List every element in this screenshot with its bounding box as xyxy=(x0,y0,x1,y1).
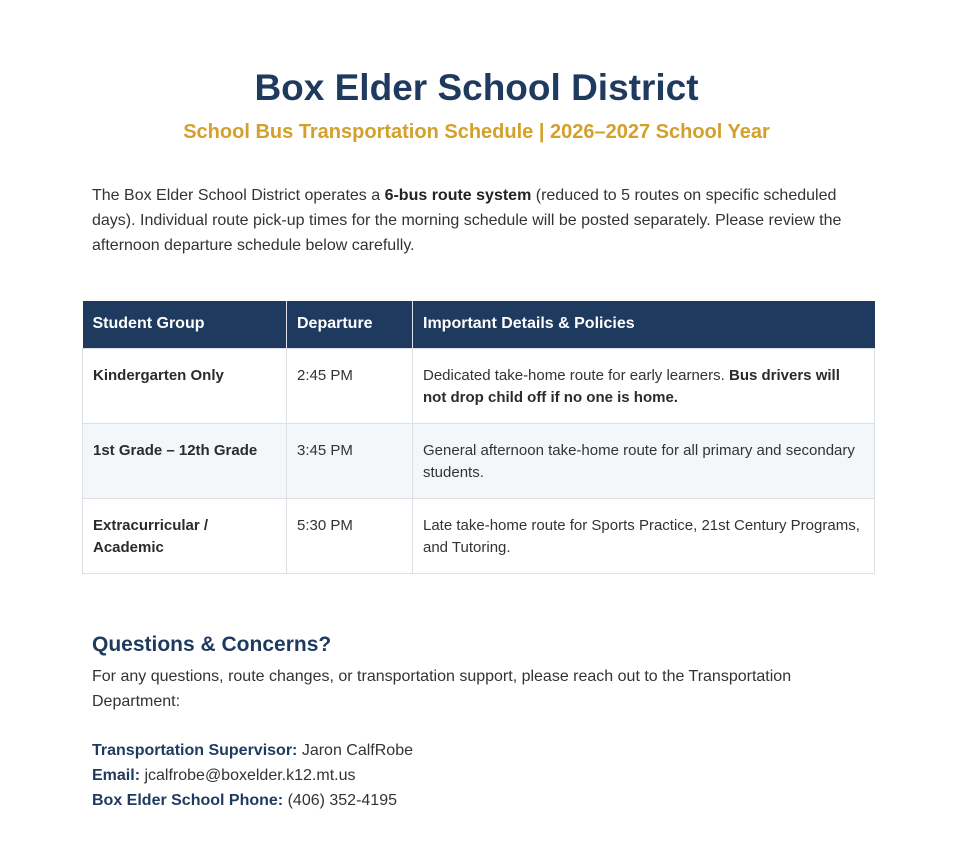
header-student-group: Student Group xyxy=(83,301,287,348)
row-group-extracurricular: Extracurricular / Academic xyxy=(83,498,287,573)
page-subtitle: School Bus Transportation Schedule | 2026–2027 School Year xyxy=(183,121,770,143)
intro-paragraph xyxy=(92,183,867,258)
row-group-grades: 1st Grade – 12th Grade xyxy=(83,423,287,498)
page-title: Box Elder School District xyxy=(254,67,699,108)
row-details: Late take-home route for Sports Practice, 21st Century Programs, and Tutoring. xyxy=(413,498,875,573)
header-departure: Departure xyxy=(287,301,413,348)
row-details xyxy=(413,348,875,423)
row-details: General afternoon take-home route for all primary and secondary students. xyxy=(413,423,875,498)
intro-text-1: The Box Elder School District operates a xyxy=(92,187,385,204)
contact-block xyxy=(92,738,413,813)
header-details: Important Details & Policies xyxy=(413,301,875,348)
contact-email xyxy=(92,763,413,788)
row-details-text: Dedicated take-home route for early learners. xyxy=(423,366,729,384)
contact-supervisor xyxy=(92,738,413,763)
intro-bold-text: 6-bus route system xyxy=(384,187,532,204)
phone-value: (406) 352-4195 xyxy=(283,792,397,809)
intro-text-2: (reduced to 5 routes on specific scheduled days). Individual route pick-up times for the morning schedule will be posted separately. Please review the afternoon departure schedule below carefully. xyxy=(92,187,842,254)
supervisor-label: Transportation Supervisor: xyxy=(92,742,298,759)
schedule-table xyxy=(82,301,875,574)
email-label: Email: xyxy=(92,767,141,784)
contact-phone xyxy=(92,788,413,813)
row-departure: 2:45 PM xyxy=(287,348,413,423)
table-header-row xyxy=(83,301,875,348)
phone-label: Box Elder School Phone: xyxy=(92,792,284,809)
questions-text: For any questions, route changes, or transportation support, please reach out to the Transportation Department: xyxy=(92,668,792,710)
row-departure: 3:45 PM xyxy=(287,423,413,498)
row-group-kindergarten: Kindergarten Only xyxy=(83,348,287,423)
questions-heading: Questions & Concerns? xyxy=(92,633,332,656)
supervisor-value: Jaron CalfRobe xyxy=(297,742,413,759)
row-departure: 5:30 PM xyxy=(287,498,413,573)
table-row xyxy=(83,423,875,498)
table-row xyxy=(83,348,875,423)
email-value[interactable]: jcalfrobe@boxelder.k12.mt.us xyxy=(140,767,356,784)
row-details-bold: Bus drivers will not drop child off if no one is home. xyxy=(423,366,840,406)
table-row xyxy=(83,498,875,573)
